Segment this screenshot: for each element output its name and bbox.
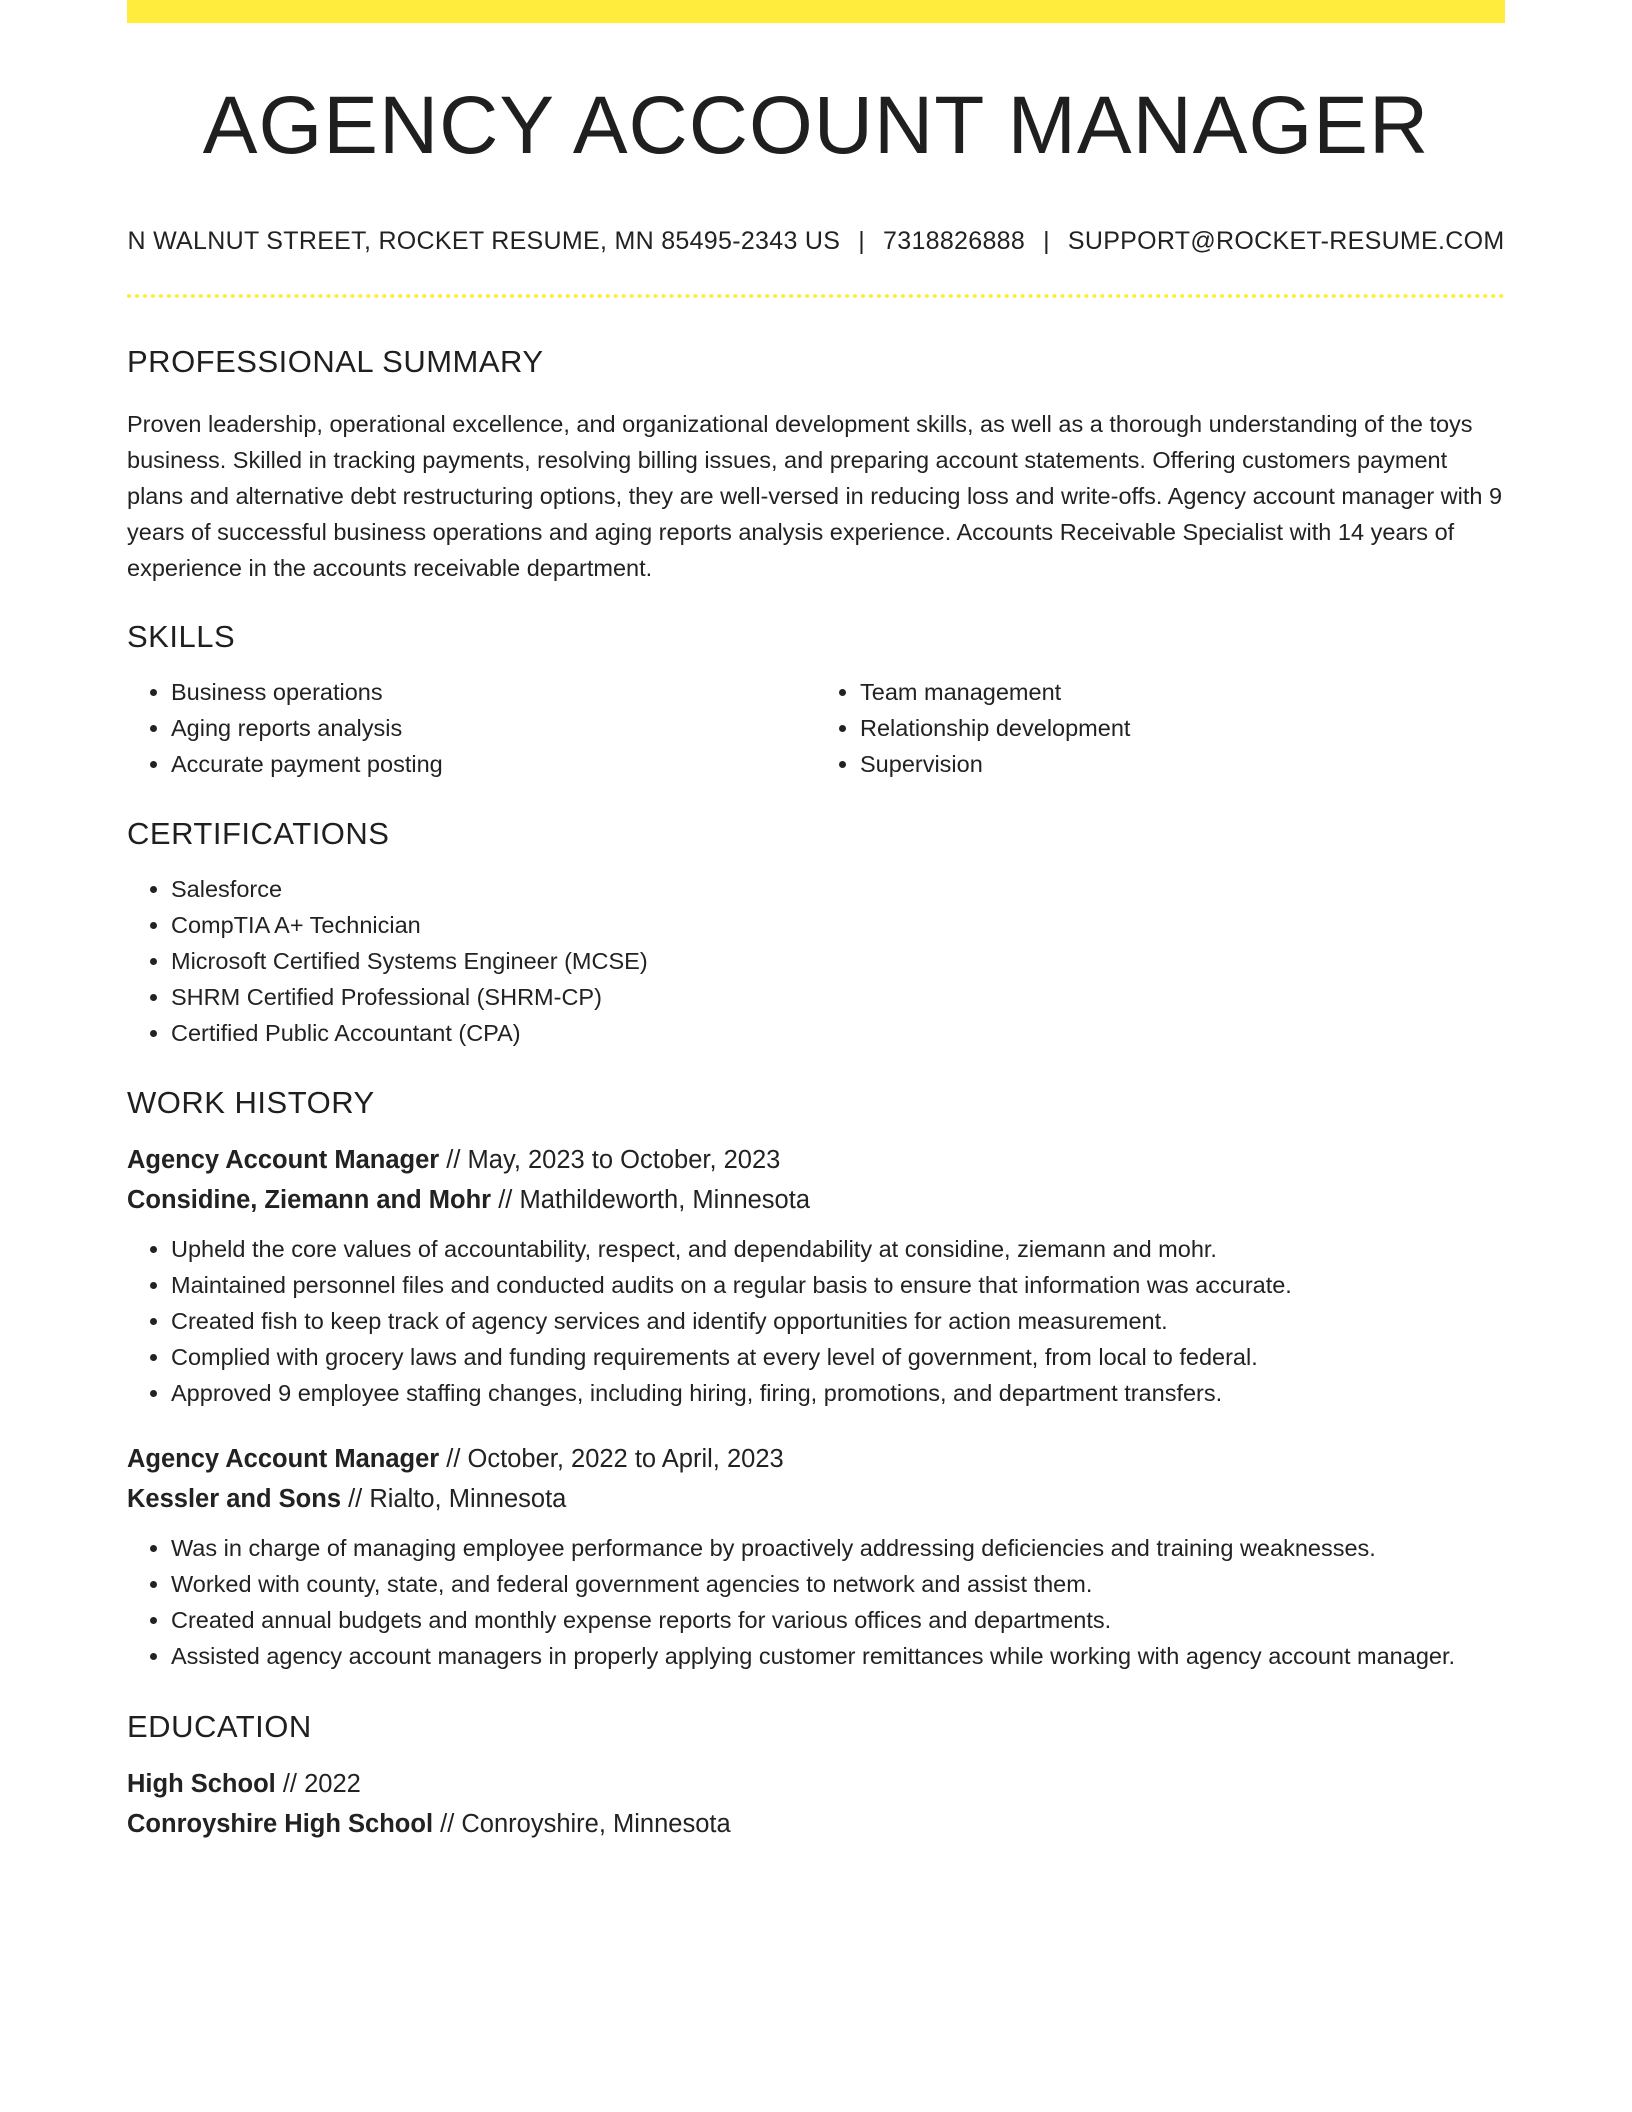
education-entry	[127, 1764, 1505, 1844]
contact-separator: |	[1043, 227, 1050, 255]
contact-line	[127, 229, 1505, 254]
job-dates: // October, 2022 to April, 2023	[439, 1445, 784, 1473]
job-bullet: • Created fish to keep track of agency services and identify opportunities for action measurement.	[171, 1303, 1505, 1339]
job-bullet: • Was in charge of managing employee performance by proactively addressing deficiencies and training weaknesses.	[171, 1530, 1505, 1566]
job-company: Kessler and Sons	[127, 1485, 341, 1513]
job-role-line	[127, 1439, 1505, 1479]
job-bullet: • Assisted agency account managers in properly applying customer remittances while working with agency account manager.	[171, 1638, 1505, 1674]
contact-email: SUPPORT@ROCKET-RESUME.COM	[1067, 227, 1505, 255]
job-bullet: • Approved 9 employee staffing changes, including hiring, firing, promotions, and department transfers.	[171, 1375, 1505, 1411]
section-title-certifications: CERTIFICATIONS	[127, 816, 390, 851]
job-company-line	[127, 1180, 1505, 1220]
accent-top-bar	[127, 0, 1505, 23]
section-title-skills: SKILLS	[127, 619, 236, 654]
job-bullet: • Created annual budgets and monthly expense reports for various offices and departments.	[171, 1602, 1505, 1638]
skill-item: • Supervision	[860, 746, 1505, 782]
section-title-summary: PROFESSIONAL SUMMARY	[127, 344, 544, 379]
certification-item: • Microsoft Certified Systems Engineer (MCSE)	[171, 943, 1505, 979]
education-degree-line	[127, 1764, 1505, 1804]
job-role-line	[127, 1140, 1505, 1180]
skills-grid	[127, 674, 1505, 782]
skill-item: • Business operations	[171, 674, 816, 710]
summary-text: Proven leadership, operational excellence, and organizational development skills, as well as a thorough understanding of the toys business. Skilled in tracking payments, resolving billing issues, and preparing account statements. Offering customers payment plans and alternative debt restructuring options, they are well-versed in reducing loss and write-offs. Agency account manager with 9 years of successful business operations and aging reports analysis experience. Accounts Receivable Specialist with 14 years of experience in the accounts receivable department.	[127, 411, 1503, 581]
contact-address: N WALNUT STREET, ROCKET RESUME, MN 85495-2343 US	[127, 227, 841, 255]
dotted-divider	[127, 294, 1505, 298]
job-location: // Rialto, Minnesota	[341, 1485, 567, 1513]
job-entry	[127, 1140, 1505, 1411]
section-title-education: EDUCATION	[127, 1709, 312, 1744]
candidate-title: AGENCY ACCOUNT MANAGER	[202, 80, 1430, 171]
resume-page	[127, 0, 1505, 1844]
job-bullets	[127, 1530, 1505, 1674]
job-role: Agency Account Manager	[127, 1146, 440, 1174]
education-location: // Conroyshire, Minnesota	[433, 1810, 731, 1838]
certification-item: • Salesforce	[171, 871, 1505, 907]
job-company: Considine, Ziemann and Mohr	[127, 1186, 492, 1214]
skill-item: • Relationship development	[860, 710, 1505, 746]
skill-item: • Team management	[860, 674, 1505, 710]
skills-column-right	[816, 674, 1505, 782]
certification-item: • SHRM Certified Professional (SHRM-CP)	[171, 979, 1505, 1015]
job-bullet: • Upheld the core values of accountability, respect, and dependability at considine, ziemann and mohr.	[171, 1231, 1505, 1267]
section-title-work-history: WORK HISTORY	[127, 1085, 375, 1120]
education-degree: High School	[127, 1770, 276, 1798]
skills-column-left	[127, 674, 816, 782]
job-dates: // May, 2023 to October, 2023	[439, 1146, 781, 1174]
certification-item: • CompTIA A+ Technician	[171, 907, 1505, 943]
job-bullet: • Maintained personnel files and conducted audits on a regular basis to ensure that information was accurate.	[171, 1267, 1505, 1303]
job-bullets	[127, 1231, 1505, 1411]
job-location: // Mathildeworth, Minnesota	[491, 1186, 811, 1214]
education-school-line	[127, 1804, 1505, 1844]
contact-phone: 7318826888	[883, 227, 1026, 255]
job-company-line	[127, 1479, 1505, 1519]
job-entry	[127, 1439, 1505, 1674]
job-bullet: • Complied with grocery laws and funding requirements at every level of government, from local to federal.	[171, 1339, 1505, 1375]
job-bullet: • Worked with county, state, and federal government agencies to network and assist them.	[171, 1566, 1505, 1602]
education-school: Conroyshire High School	[127, 1810, 434, 1838]
skill-item: • Accurate payment posting	[171, 746, 816, 782]
education-year: // 2022	[275, 1770, 361, 1798]
certifications-list	[127, 871, 1505, 1051]
job-role: Agency Account Manager	[127, 1445, 440, 1473]
certification-item: • Certified Public Accountant (CPA)	[171, 1015, 1505, 1051]
skill-item: • Aging reports analysis	[171, 710, 816, 746]
contact-separator: |	[858, 227, 866, 255]
